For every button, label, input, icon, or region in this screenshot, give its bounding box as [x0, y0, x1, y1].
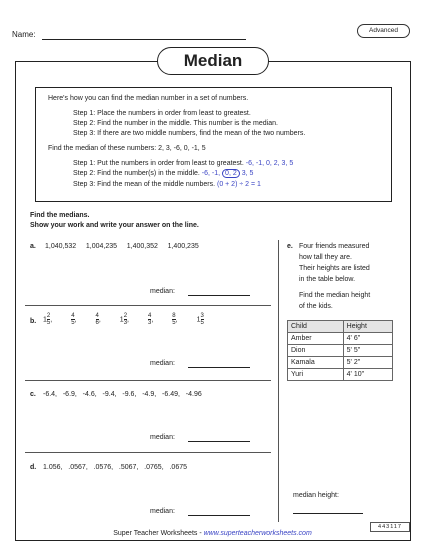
footer-link[interactable]: www.superteacherworksheets.com: [203, 530, 312, 537]
problem-b-number: [197, 313, 204, 326]
divider-b-c: [25, 380, 271, 381]
separator-comma: ,: [127, 316, 129, 324]
level-badge: Advanced: [357, 24, 410, 38]
instruction-step-1: Step 1: Place the numbers in order from least to greatest.: [73, 110, 251, 117]
table-cell-child: Amber: [288, 333, 344, 345]
example-step-3: [73, 181, 261, 188]
table-cell-height: 4' 6": [343, 333, 392, 345]
problem-c-values: -6.4, -6.9, -4.6, -9.4, -9.6, -4.9, -6.49, -4.96: [43, 391, 202, 398]
table-cell-child: Yuri: [288, 369, 344, 381]
problem-e-median-label: median height:: [293, 492, 339, 499]
problem-a-median-label: median:: [150, 288, 175, 295]
problem-b-number: [71, 313, 76, 326]
table-cell-height: 5' 5": [343, 345, 392, 357]
fraction-denominator: 3: [123, 320, 128, 326]
example-step-3-text: Step 3: Find the mean of the middle numbers.: [73, 181, 216, 188]
footer-text: Super Teacher Worksheets -: [113, 530, 204, 537]
fraction-numerator: 8: [172, 313, 176, 319]
example-prompt: Find the median of these numbers: 2, 3, -6, 0, -1, 5: [48, 145, 206, 152]
problem-e-text-1: Four friends measured: [299, 243, 370, 250]
fraction-denominator: 5: [172, 320, 176, 326]
example-step-1-text: Step 1: Put the numbers in order from least to greatest.: [73, 160, 244, 167]
fraction-denominator: 5: [71, 320, 75, 326]
example-step-1-answer: -6, -1, 0, 2, 3, 5: [245, 160, 294, 167]
heights-table-header: [288, 321, 393, 333]
problem-d-label: d.: [30, 464, 37, 471]
example-step-2-text: Step 2: Find the number(s) in the middle.: [73, 170, 200, 177]
problem-e-answer-line[interactable]: [293, 513, 363, 514]
fraction-whole: 1: [43, 316, 47, 324]
fraction-numerator: 2: [123, 313, 128, 319]
problem-e-text-2: how tall they are.: [299, 254, 352, 261]
table-header-child: Child: [288, 321, 344, 333]
problem-d-values: 1.056, .0567, .0576, .5067, .0765, .0675: [43, 464, 187, 471]
problem-e-text-3: Their heights are listed: [299, 265, 370, 272]
instruction-step-3: Step 3: If there are two middle numbers, find the mean of the two numbers.: [73, 130, 306, 137]
fraction-numerator: 3: [200, 313, 204, 319]
problem-a-answer-line[interactable]: [188, 295, 250, 296]
problem-c-label: c.: [30, 391, 36, 398]
example-step-3-answer: (0 + 2) ÷ 2 = 1: [216, 181, 261, 188]
fraction-numerator: 2: [46, 313, 51, 319]
problem-b-number: [96, 313, 101, 326]
fraction-whole: 1: [119, 316, 124, 324]
table-cell-child: Dion: [288, 345, 344, 357]
fraction-denominator: 5: [200, 320, 204, 326]
example-step-2: [73, 170, 253, 177]
name-label: Name:: [12, 30, 36, 39]
problem-c-answer-line[interactable]: [188, 441, 250, 442]
problem-b-number: [120, 313, 129, 326]
fraction-denominator: 6: [95, 320, 99, 326]
problem-b-label: b.: [30, 318, 37, 325]
example-step-2-answer-after: 3, 5: [241, 170, 254, 177]
problem-b-values: [43, 313, 204, 326]
problem-b-number: [172, 313, 177, 326]
divider-c-d: [25, 452, 271, 453]
problem-b-median-label: median:: [150, 360, 175, 367]
problem-e-question-2: of the kids.: [299, 303, 333, 310]
table-cell-height: 4' 10": [343, 369, 392, 381]
name-line[interactable]: [42, 39, 246, 40]
table-cell-height: 5' 2": [343, 357, 392, 369]
instruction-step-2: Step 2: Find the number in the middle. This number is the median.: [73, 120, 278, 127]
example-step-2-circled-middle: 0, 2: [222, 169, 240, 178]
table-row: [288, 345, 393, 357]
directions-line-2: Show your work and write your answer on the line.: [30, 222, 199, 229]
table-row: [288, 357, 393, 369]
problem-b-number: [43, 313, 52, 326]
worksheet-id: 443117: [370, 522, 410, 532]
example-step-1: [73, 160, 293, 167]
fraction-denominator: 5: [46, 320, 51, 326]
problem-d-answer-line[interactable]: [188, 515, 250, 516]
problem-e-label: e.: [287, 243, 293, 250]
separator-comma: ,: [74, 316, 77, 324]
problem-e-question-1: Find the median height: [299, 292, 371, 299]
column-divider: [278, 240, 279, 522]
instructions-intro: Here's how you can find the median number in a set of numbers.: [48, 95, 249, 102]
fraction-numerator: 4: [71, 313, 75, 319]
problem-a-label: a.: [30, 243, 36, 250]
table-row: [288, 369, 393, 381]
problem-b-number: [148, 313, 153, 326]
fraction: [201, 313, 204, 326]
table-row: [288, 333, 393, 345]
problem-b-answer-line[interactable]: [188, 367, 250, 368]
separator-comma: ,: [50, 316, 53, 324]
fraction-denominator: 3: [148, 320, 152, 326]
fraction-whole: 1: [196, 316, 201, 324]
divider-a-b: [25, 305, 271, 306]
problem-d-median-label: median:: [150, 508, 175, 515]
footer: [0, 530, 425, 537]
problem-a-values: 1,040,532 1,004,235 1,400,352 1,400,235: [45, 243, 199, 250]
heights-table: [287, 320, 393, 381]
example-step-2-answer-before: -6, -1,: [201, 170, 221, 177]
separator-comma: ,: [151, 316, 154, 324]
problem-e-text-4: in the table below.: [299, 276, 356, 283]
table-header-height: Height: [343, 321, 392, 333]
directions-line-1: Find the medians.: [30, 212, 90, 219]
page-title: Median: [157, 47, 269, 75]
fraction-numerator: 4: [148, 313, 152, 319]
separator-comma: ,: [175, 316, 178, 324]
table-cell-child: Kamala: [288, 357, 344, 369]
fraction-numerator: 4: [95, 313, 99, 319]
separator-comma: ,: [98, 316, 101, 324]
problem-c-median-label: median:: [150, 434, 175, 441]
